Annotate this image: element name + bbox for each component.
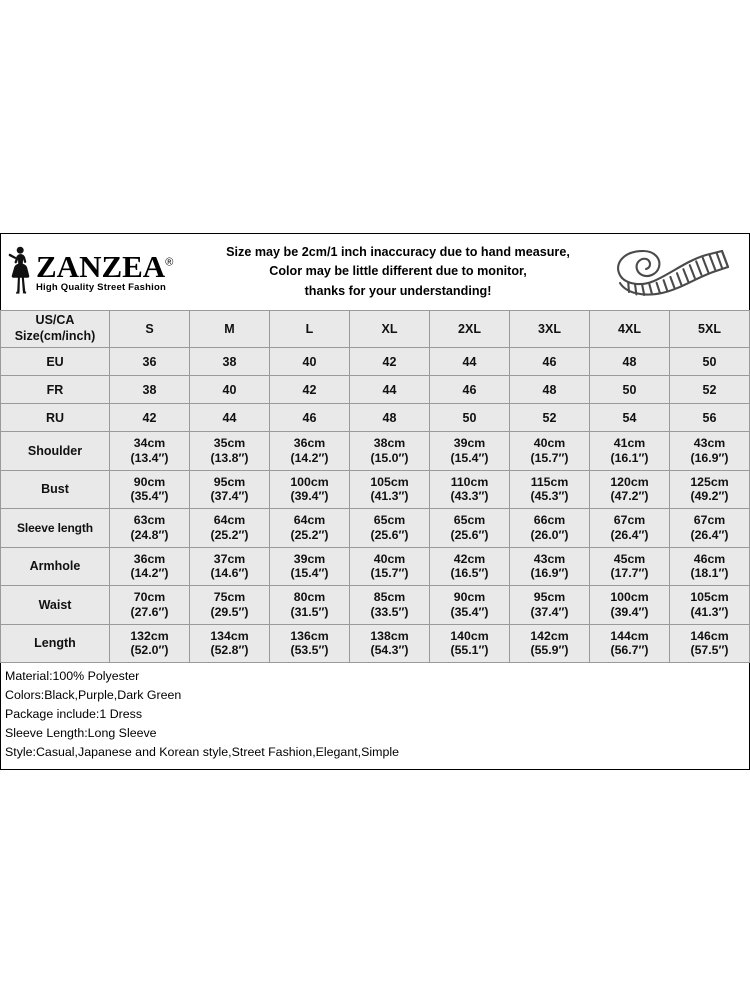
- value-cm: 134cm: [210, 628, 249, 643]
- table-cell: 48: [590, 348, 670, 376]
- table-cell: [350, 470, 430, 509]
- size-chart: [0, 233, 750, 770]
- table-cell: [590, 509, 670, 548]
- value-cm: 85cm: [373, 590, 406, 605]
- value-inch: (35.4″): [450, 604, 489, 619]
- value-cm: 67cm: [693, 513, 726, 528]
- table-cell: 52: [670, 376, 750, 404]
- table-cell: [670, 586, 750, 625]
- value-inch: (14.2″): [130, 566, 169, 581]
- table-cell: 46: [270, 404, 350, 432]
- value-cm: 36cm: [133, 551, 166, 566]
- table-cell: [510, 624, 590, 663]
- value-cm: 120cm: [610, 474, 649, 489]
- value-inch: (55.9″): [530, 643, 569, 658]
- table-cell: [510, 509, 590, 548]
- table-cell: [590, 624, 670, 663]
- table-cell: [270, 624, 350, 663]
- value-cm: 144cm: [610, 628, 649, 643]
- value-cm: 115cm: [530, 474, 569, 489]
- value-cm: 105cm: [370, 474, 409, 489]
- table-cell: [350, 432, 430, 471]
- value-inch: (26.4″): [610, 527, 649, 542]
- brand-tagline: High Quality Street Fashion: [36, 281, 166, 293]
- table-cell: [670, 624, 750, 663]
- notice-line-1: Size may be 2cm/1 inch inaccuracy due to hand measure,: [226, 245, 570, 260]
- table-cell: 44: [350, 376, 430, 404]
- value-inch: (16.9″): [530, 566, 569, 581]
- table-cell: 54: [590, 404, 670, 432]
- row-label: Length: [1, 624, 110, 663]
- value-inch: (24.8″): [130, 527, 169, 542]
- value-inch: (16.9″): [690, 450, 729, 465]
- brand-wordmark: [36, 248, 174, 293]
- value-cm: 90cm: [453, 590, 486, 605]
- value-cm: 36cm: [293, 436, 326, 451]
- value-cm: 67cm: [613, 513, 646, 528]
- table-row: [1, 376, 750, 404]
- table-cell: 40: [270, 348, 350, 376]
- table-cell: [430, 432, 510, 471]
- value-cm: 63cm: [133, 513, 166, 528]
- value-cm: 37cm: [213, 551, 246, 566]
- table-cell: 40: [190, 376, 270, 404]
- value-cm: 110cm: [450, 474, 489, 489]
- table-row: [1, 470, 750, 509]
- table-cell: [350, 624, 430, 663]
- value-cm: 142cm: [530, 628, 569, 643]
- table-cell: [110, 470, 190, 509]
- value-inch: (15.7″): [530, 450, 569, 465]
- brand-name: ZANZEA®: [36, 248, 174, 284]
- value-inch: (25.2″): [290, 527, 329, 542]
- value-cm: 138cm: [370, 628, 409, 643]
- table-cell: [190, 432, 270, 471]
- value-cm: 125cm: [690, 474, 729, 489]
- table-cell: [670, 509, 750, 548]
- description-line: Colors:Black,Purple,Dark Green: [5, 687, 182, 702]
- table-cell: [350, 547, 430, 586]
- table-cell: [670, 547, 750, 586]
- table-cell: [110, 547, 190, 586]
- table-cell: 52: [510, 404, 590, 432]
- value-cm: 90cm: [133, 474, 166, 489]
- table-cell: 44: [190, 404, 270, 432]
- value-inch: (25.2″): [210, 527, 249, 542]
- table-cell: [190, 509, 270, 548]
- value-cm: 35cm: [213, 436, 246, 451]
- value-cm: 65cm: [453, 513, 486, 528]
- value-inch: (15.0″): [370, 450, 409, 465]
- table-cell: 46: [510, 348, 590, 376]
- value-cm: 95cm: [213, 474, 246, 489]
- value-cm: 64cm: [293, 513, 326, 528]
- table-row: [1, 404, 750, 432]
- table-row: [1, 432, 750, 471]
- value-cm: 39cm: [453, 436, 486, 451]
- registered-mark-icon: ®: [165, 256, 174, 269]
- size-header-cell: 4XL: [590, 311, 670, 348]
- table-cell: [350, 509, 430, 548]
- value-inch: (41.3″): [370, 489, 409, 504]
- table-cell: [430, 624, 510, 663]
- table-cell: 36: [110, 348, 190, 376]
- value-cm: 66cm: [533, 513, 566, 528]
- value-inch: (37.4″): [210, 489, 249, 504]
- table-cell: 46: [430, 376, 510, 404]
- table-cell: [190, 547, 270, 586]
- table-cell: 42: [110, 404, 190, 432]
- table-cell: 38: [110, 376, 190, 404]
- value-cm: 80cm: [293, 590, 326, 605]
- table-cell: [110, 509, 190, 548]
- chart-banner: [0, 233, 750, 310]
- table-cell: [670, 432, 750, 471]
- value-inch: (33.5″): [370, 604, 409, 619]
- size-table: [0, 310, 750, 663]
- value-inch: (18.1″): [690, 566, 729, 581]
- value-inch: (53.5″): [290, 643, 329, 658]
- value-inch: (17.7″): [610, 566, 649, 581]
- product-description: [0, 663, 750, 770]
- table-cell: 44: [430, 348, 510, 376]
- measurement-notice: [197, 243, 599, 301]
- size-header-cell: M: [190, 311, 270, 348]
- value-cm: 39cm: [293, 551, 326, 566]
- value-cm: 34cm: [133, 436, 166, 451]
- value-cm: 95cm: [533, 590, 566, 605]
- row-label: FR: [1, 376, 110, 404]
- value-cm: 40cm: [533, 436, 566, 451]
- table-row: [1, 509, 750, 548]
- row-label: Waist: [1, 586, 110, 625]
- table-cell: [510, 547, 590, 586]
- value-inch: (39.4″): [290, 489, 329, 504]
- table-cell: 48: [510, 376, 590, 404]
- value-inch: (55.1″): [450, 643, 489, 658]
- value-cm: 146cm: [690, 628, 729, 643]
- value-inch: (56.7″): [610, 643, 649, 658]
- table-cell: [190, 624, 270, 663]
- value-inch: (15.7″): [370, 566, 409, 581]
- table-cell: [190, 586, 270, 625]
- table-row: [1, 547, 750, 586]
- notice-line-2: Color may be little different due to monitor,: [269, 264, 527, 279]
- value-inch: (54.3″): [370, 643, 409, 658]
- size-header-cell: 5XL: [670, 311, 750, 348]
- value-inch: (15.4″): [290, 566, 329, 581]
- table-cell: [510, 470, 590, 509]
- row-label: Armhole: [1, 547, 110, 586]
- table-cell: [110, 586, 190, 625]
- value-inch: (43.3″): [450, 489, 489, 504]
- value-inch: (15.4″): [450, 450, 489, 465]
- table-cell: [430, 509, 510, 548]
- table-cell: 50: [590, 376, 670, 404]
- table-cell: 48: [350, 404, 430, 432]
- table-cell: [430, 586, 510, 625]
- row-label: Bust: [1, 470, 110, 509]
- brand-logo: [1, 244, 197, 300]
- size-table-body: [1, 311, 750, 663]
- row-label: RU: [1, 404, 110, 432]
- value-cm: 41cm: [613, 436, 646, 451]
- value-inch: (52.8″): [210, 643, 249, 658]
- value-inch: (16.1″): [610, 450, 649, 465]
- table-cell: 56: [670, 404, 750, 432]
- value-cm: 42cm: [453, 551, 486, 566]
- measuring-tape-icon: [610, 241, 738, 303]
- value-inch: (47.2″): [610, 489, 649, 504]
- value-inch: (57.5″): [690, 643, 729, 658]
- table-header-row: [1, 311, 750, 348]
- table-cell: [270, 432, 350, 471]
- description-line: Package include:1 Dress: [5, 706, 143, 721]
- table-row: [1, 586, 750, 625]
- value-inch: (13.8″): [210, 450, 249, 465]
- value-cm: 46cm: [693, 551, 726, 566]
- value-cm: 100cm: [610, 590, 649, 605]
- table-cell: [270, 586, 350, 625]
- value-cm: 75cm: [213, 590, 246, 605]
- table-cell: [590, 547, 670, 586]
- table-cell: [430, 470, 510, 509]
- value-inch: (25.6″): [370, 527, 409, 542]
- value-cm: 43cm: [693, 436, 726, 451]
- table-cell: 50: [430, 404, 510, 432]
- value-cm: 38cm: [373, 436, 406, 451]
- table-cell: [590, 470, 670, 509]
- value-inch: (25.6″): [450, 527, 489, 542]
- table-cell: [590, 586, 670, 625]
- size-header-cell: 2XL: [430, 311, 510, 348]
- value-inch: (37.4″): [530, 604, 569, 619]
- value-inch: (35.4″): [130, 489, 169, 504]
- value-inch: (45.3″): [530, 489, 569, 504]
- size-header-cell: 3XL: [510, 311, 590, 348]
- description-line: Sleeve Length:Long Sleeve: [5, 725, 157, 740]
- value-inch: (39.4″): [610, 604, 649, 619]
- table-cell: 42: [270, 376, 350, 404]
- value-inch: (13.4″): [130, 450, 169, 465]
- value-inch: (14.2″): [290, 450, 329, 465]
- row-label: Sleeve length: [1, 509, 110, 548]
- table-cell: 38: [190, 348, 270, 376]
- value-inch: (14.6″): [210, 566, 249, 581]
- value-cm: 100cm: [290, 474, 329, 489]
- table-cell: [670, 470, 750, 509]
- value-inch: (27.6″): [130, 604, 169, 619]
- size-header-cell: XL: [350, 311, 430, 348]
- table-cell: [110, 432, 190, 471]
- table-corner-label: [1, 311, 110, 348]
- size-header-cell: S: [110, 311, 190, 348]
- table-cell: [270, 547, 350, 586]
- table-cell: [510, 586, 590, 625]
- table-cell: [510, 432, 590, 471]
- size-header-cell: L: [270, 311, 350, 348]
- value-cm: 45cm: [613, 551, 646, 566]
- table-cell: [590, 432, 670, 471]
- table-row: [1, 624, 750, 663]
- corner-label-line-1: US/CA: [35, 313, 75, 328]
- table-cell: [430, 547, 510, 586]
- value-cm: 105cm: [690, 590, 729, 605]
- value-inch: (29.5″): [210, 604, 249, 619]
- table-cell: [350, 586, 430, 625]
- table-cell: [110, 624, 190, 663]
- value-inch: (31.5″): [290, 604, 329, 619]
- notice-line-3: thanks for your understanding!: [304, 283, 492, 298]
- description-line: Style:Casual,Japanese and Korean style,Street Fashion,Elegant,Simple: [5, 744, 399, 759]
- row-label: EU: [1, 348, 110, 376]
- value-inch: (26.4″): [690, 527, 729, 542]
- value-inch: (16.5″): [450, 566, 489, 581]
- table-cell: 50: [670, 348, 750, 376]
- value-cm: 132cm: [130, 628, 169, 643]
- value-cm: 43cm: [533, 551, 566, 566]
- table-cell: [270, 509, 350, 548]
- woman-silhouette-icon: [7, 244, 35, 300]
- value-inch: (49.2″): [690, 489, 729, 504]
- measuring-tape-illustration: [599, 241, 749, 303]
- row-label: Shoulder: [1, 432, 110, 471]
- value-cm: 140cm: [450, 628, 489, 643]
- value-inch: (52.0″): [130, 643, 169, 658]
- value-cm: 70cm: [133, 590, 166, 605]
- value-cm: 65cm: [373, 513, 406, 528]
- value-cm: 136cm: [290, 628, 329, 643]
- table-cell: [270, 470, 350, 509]
- table-cell: 42: [350, 348, 430, 376]
- corner-label-line-2: Size(cm/inch): [14, 329, 96, 343]
- value-inch: (26.0″): [530, 527, 569, 542]
- table-row: [1, 348, 750, 376]
- value-inch: (41.3″): [690, 604, 729, 619]
- value-cm: 64cm: [213, 513, 246, 528]
- table-cell: [190, 470, 270, 509]
- value-cm: 40cm: [373, 551, 406, 566]
- description-line: Material:100% Polyester: [5, 669, 140, 683]
